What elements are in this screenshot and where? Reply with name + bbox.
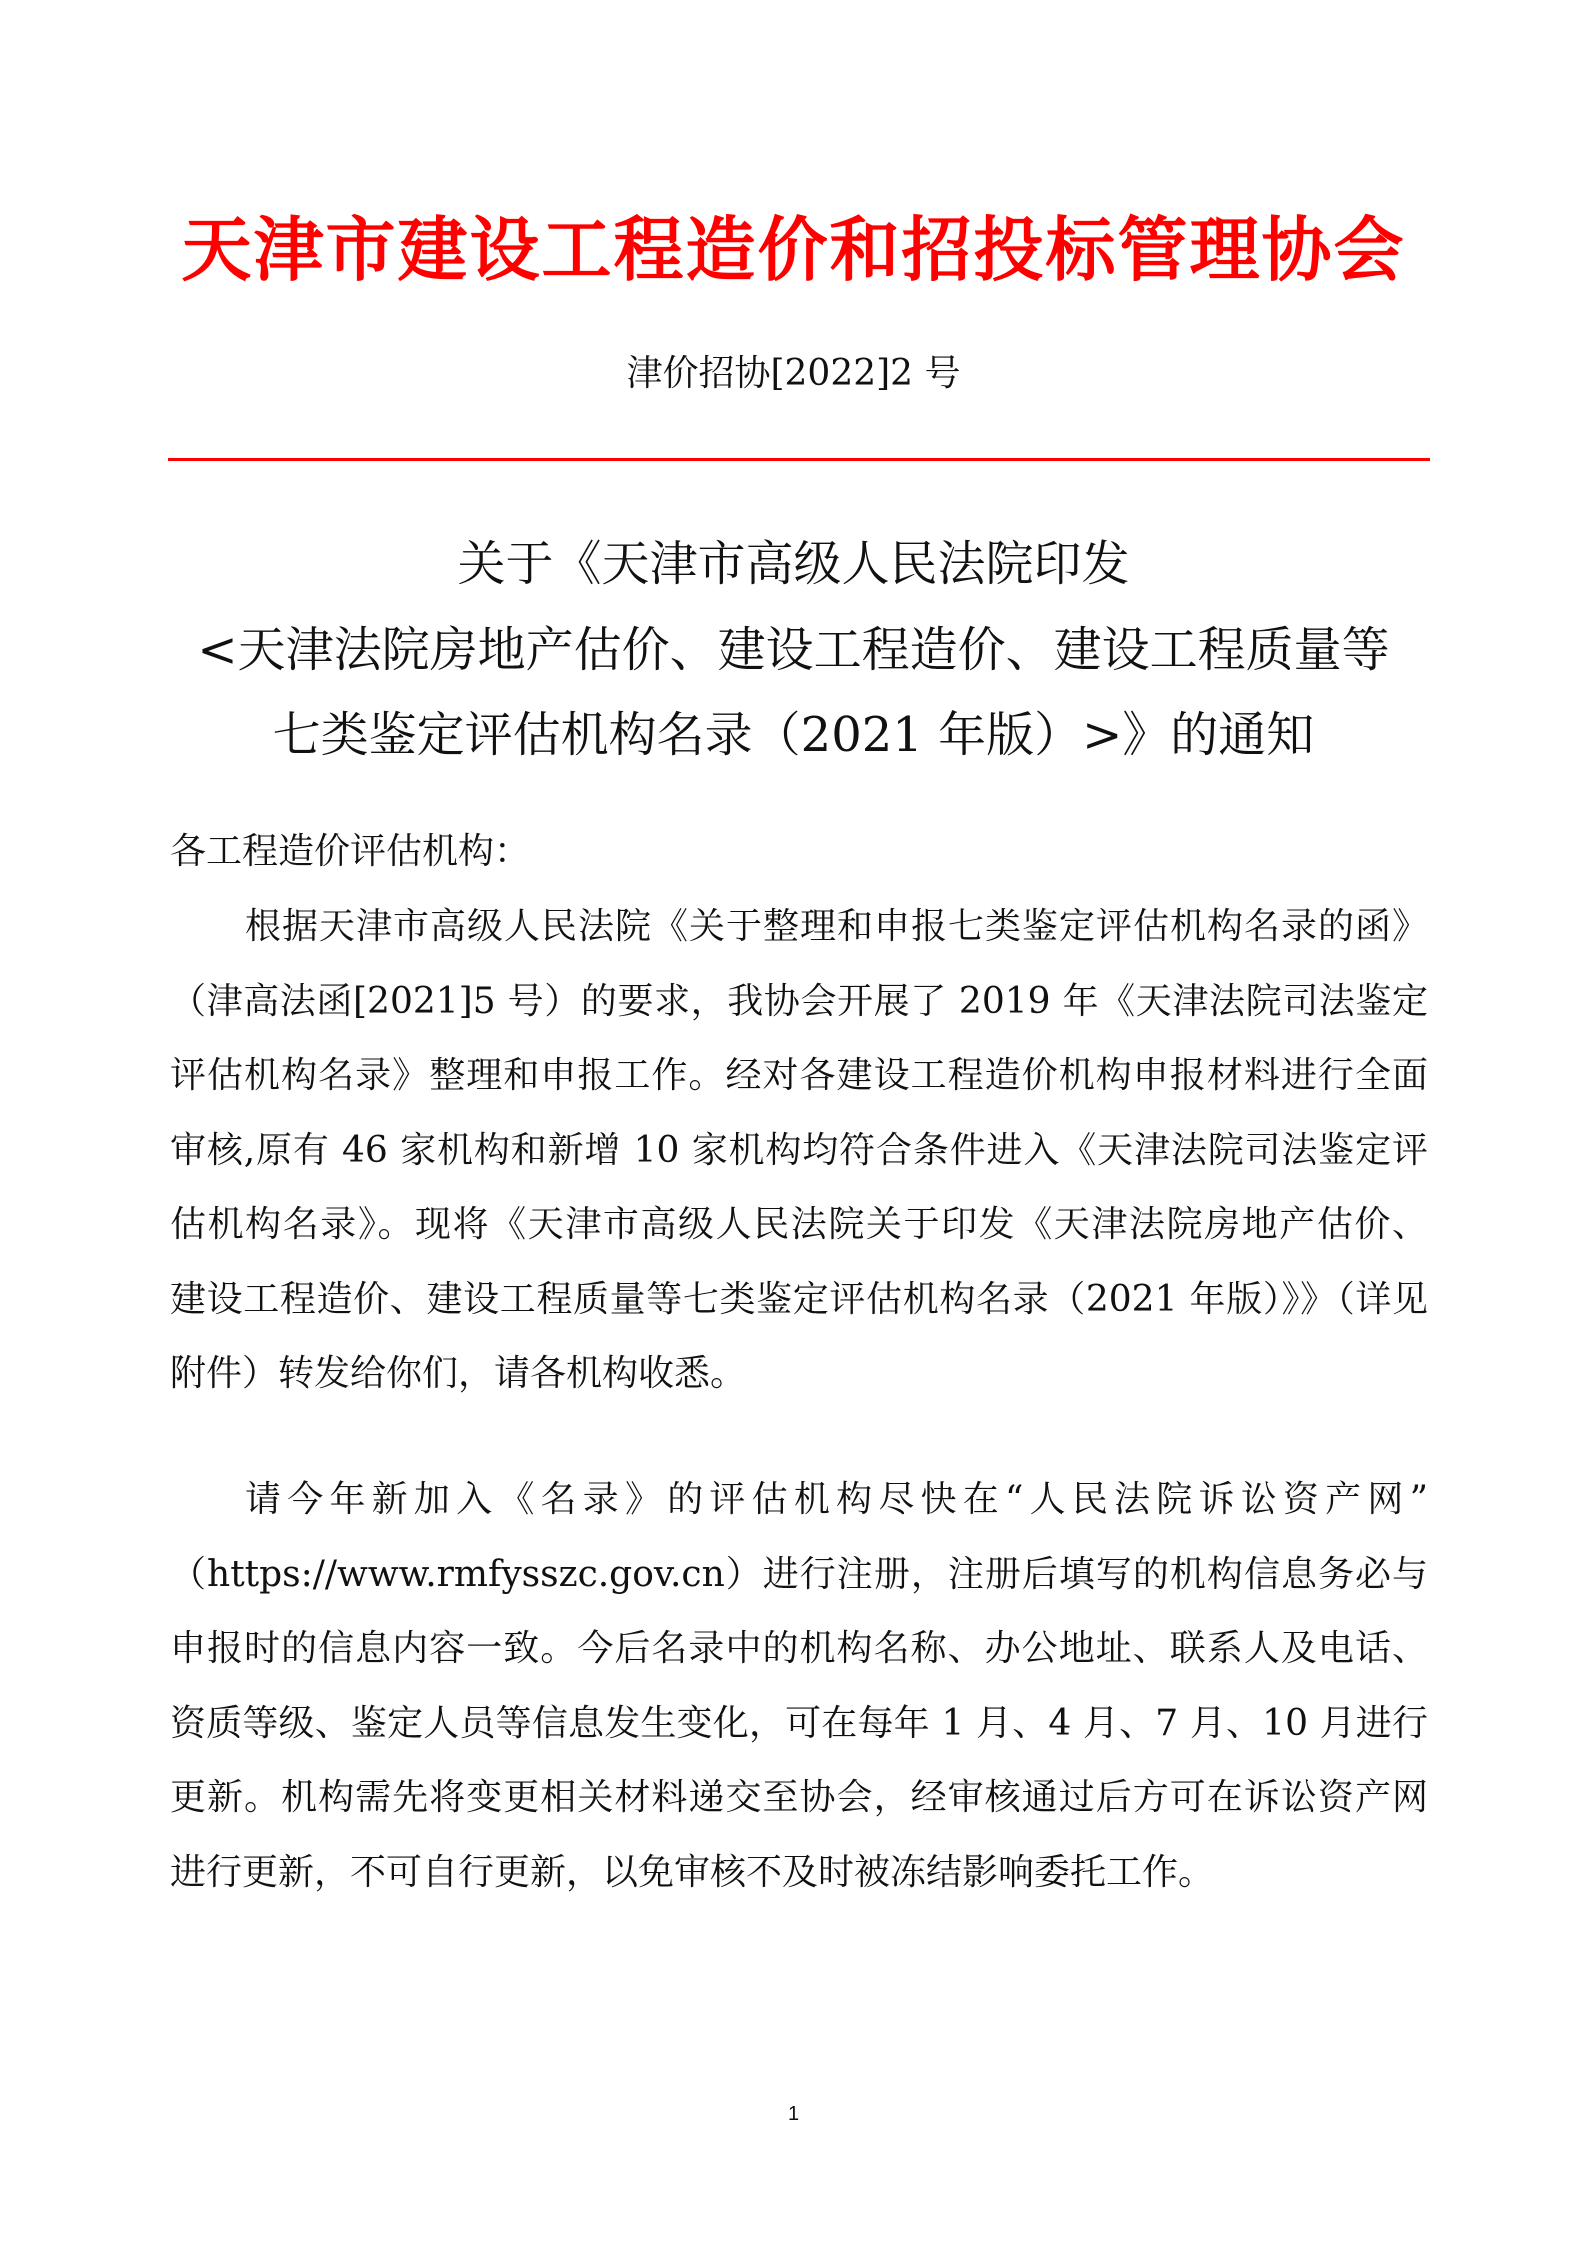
red-divider-line — [168, 458, 1430, 461]
paragraph-1-line: 审核,原有 46 家机构和新增 10 家机构均符合条件进入《天津法院司法鉴定评 — [170, 1130, 1428, 1171]
paragraph-1-line: （津高法函[2021]5 号）的要求，我协会开展了 2019 年《天津法院司法鉴定 — [170, 981, 1428, 1022]
paragraph-2-line: 资质等级、鉴定人员等信息发生变化，可在每年 1 月、4 月、7 月、10 月进行 — [170, 1703, 1428, 1744]
paragraph-1-line: 建设工程造价、建设工程质量等七类鉴定评估机构名录（2021 年版）》》（详见 — [170, 1279, 1428, 1320]
organization-title: 天津市建设工程造价和招投标管理协会 — [181, 209, 1406, 291]
page-number: 1 — [787, 2103, 800, 2125]
paragraph-1-line: 估机构名录》。现将《天津市高级人民法院关于印发《天津法院房地产估价、 — [170, 1204, 1428, 1245]
notice-title-line-2: <天津法院房地产估价、建设工程造价、建设工程质量等 — [197, 622, 1390, 678]
notice-title-line-3: 七类鉴定评估机构名录（2021 年版）>》的通知 — [272, 707, 1315, 763]
paragraph-2-line: 请今年新加入《名录》的评估机构尽快在“人民法院诉讼资产网” — [245, 1479, 1428, 1520]
paragraph-2-line: 申报时的信息内容一致。今后名录中的机构名称、办公地址、联系人及电话、 — [170, 1628, 1428, 1669]
document-number: 津价招协[2022]2 号 — [626, 353, 961, 394]
paragraph-2-line: 更新。机构需先将变更相关材料递交至协会，经审核通过后方可在诉讼资产网 — [170, 1777, 1428, 1818]
paragraph-1-line: 评估机构名录》整理和申报工作。经对各建设工程造价机构申报材料进行全面 — [170, 1055, 1428, 1096]
paragraph-2-line: （https://www.rmfysszc.gov.cn）进行注册，注册后填写的机构信息务必与 — [170, 1554, 1428, 1595]
paragraph-2-line: 进行更新，不可自行更新，以免审核不及时被冻结影响委托工作。 — [170, 1852, 1215, 1893]
paragraph-1-line: 根据天津市高级人民法院《关于整理和申报七类鉴定评估机构名录的函》 — [245, 906, 1428, 947]
notice-title-line-1: 关于《天津市高级人民法院印发 — [457, 536, 1130, 592]
salutation: 各工程造价评估机构： — [170, 831, 531, 872]
paragraph-1-line: 附件）转发给你们，请各机构收悉。 — [170, 1353, 747, 1394]
